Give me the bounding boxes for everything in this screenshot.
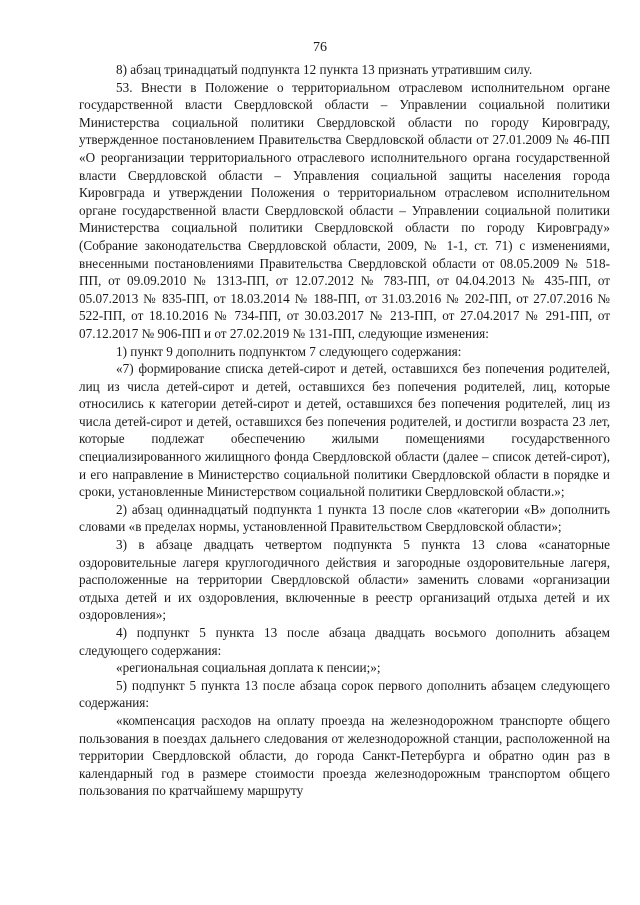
paragraph-item-3: 3) в абзаце двадцать четвертом подпункта 5 пункта 13 слова «санаторные оздоровительные лагеря круглогодичного действия и загородные оздоровительные лагеря, расположенные на территории Свердловской области» заменить словами «организации отдыха детей и их оздоровления, включенные в реестр организаций отдыха детей и их оздоровления»; bbox=[79, 537, 610, 623]
paragraph-item-4: 4) подпункт 5 пункта 13 после абзаца двадцать восьмого дополнить абзацем следующего содержания: bbox=[79, 625, 610, 658]
paragraph-item-5-text: «компенсация расходов на оплату проезда на железнодорожном транспорте общего пользования в поездах дальнего следования от железнодорожной станции, расположенной на территории Свердловской области, до города Санкт-Петербурга и обратно один раз в календарный год в размере стоимости проезда железнодорожным транспортом общего пользования по кратчайшему маршруту bbox=[79, 712, 610, 799]
page-number: 76 bbox=[313, 40, 327, 55]
paragraph-item-1: 1) пункт 9 дополнить подпунктом 7 следующего содержания: bbox=[116, 343, 462, 359]
paragraph-item-2: 2) абзац одиннадцатый подпункта 1 пункта 13 после слов «категории «В» дополнить словами «в пределах нормы, установленной Правительством Свердловской области»; bbox=[79, 501, 610, 535]
document-body bbox=[79, 61, 610, 800]
paragraph-item-4-text: «региональная социальная доплата к пенсии;»; bbox=[116, 660, 381, 676]
paragraph-8-repeal: 8) абзац тринадцатый подпункта 12 пункта 13 признать утратившим силу. bbox=[116, 62, 533, 77]
paragraph-item-5: 5) подпункт 5 пункта 13 после абзаца сорок первого дополнить абзацем следующего содержания: bbox=[79, 677, 610, 711]
paragraph-53-amendment-intro: 53. Внести в Положение о территориальном отраслевом исполнительном органе государственной власти Свердловской области – Управлении социальной политики Министерства социальной политики Свердловской области по городу Кировграду, утвержденное постановлением Правительства Свердловской области от 27.01.2009 № 46-ПП «О реорганизации территориального отраслевого исполнительного органа государственной власти Свердловской области – Управления социальной защиты населения города Кировграда и утверждении Положения о территориальном отраслевом исполнительном органе государственной власти Свердловской области – Управлении социальной политики Министерства социальной политики Свердловской области по городу Кировграду» (Собрание законодательства Свердловской области, 2009, № 1-1, ст. 71) с изменениями, внесенными постановлениями Правительства Свердловской области от 08.05.2009 № 518-ПП, от 09.09.2010 № 1313-ПП, от 12.07.2012 № 783-ПП, от 04.04.2013 № 435-ПП, от 05.07.2013 № 835-ПП, от 18.03.2014 № 188-ПП, от 31.03.2016 № 202-ПП, от 27.07.2016 № 522-ПП, от 18.10.2016 № 734-ПП, от 30.03.2017 № 213-ПП, от 27.04.2017 № 291-ПП, от 07.12.2017 № 906-ПП и от 27.02.2019 № 131-ПП, следующие изменения: bbox=[79, 79, 610, 341]
paragraph-item-1-text: «7) формирование списка детей-сирот и детей, оставшихся без попечения родителей, лиц из числа детей-сирот и детей, оставшихся без попечения родителей, лиц, которые относились к категории детей-сирот и детей, оставшихся без попечения родителей, лиц из числа детей-сирот и детей, оставшихся без попечения родителей, и достигли возраста 23 лет, которые подлежат обеспечению жилыми помещениями государственного специализированного жилищного фонда Свердловской области (далее – список детей-сирот), и его направление в Министерство социальной политики Свердловской области в порядке и сроки, установленные Министерством социальной политики Свердловской области.»; bbox=[79, 361, 610, 500]
